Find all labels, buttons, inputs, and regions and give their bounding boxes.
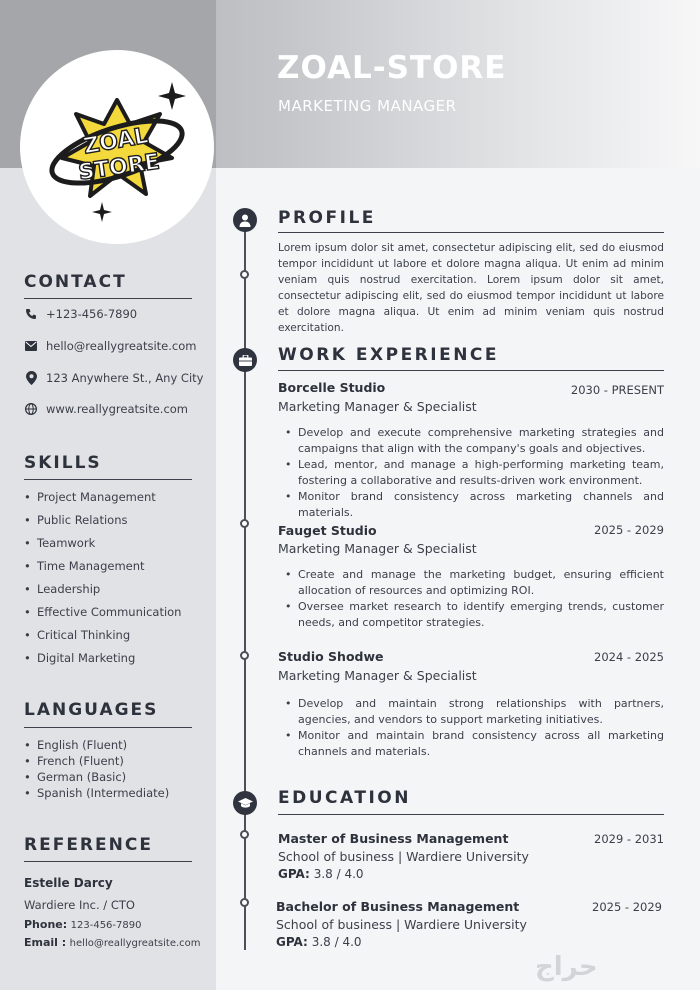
profile-rule [278, 232, 664, 233]
job-company: Fauget Studio [278, 523, 377, 538]
job-dates: 2030 - PRESENT [570, 383, 664, 397]
zoal-store-logo [32, 62, 202, 232]
timeline-line [244, 222, 246, 950]
contact-website[interactable]: www.reallygreatsite.com [46, 402, 189, 416]
timeline-dot [240, 270, 249, 279]
location-pin-icon [24, 371, 38, 385]
language-item: • French (Fluent) [24, 754, 169, 770]
job-bullets [298, 696, 664, 760]
reference-email[interactable]: hello@reallygreatsite.com [69, 938, 201, 949]
profile-text: Lorem ipsum dolor sit amet, consectetur adipiscing elit, sed do eiusmod tempor incididunt ut labore et dolore magna aliqua. Ut enim ad minim veniam quis nostrud exercitation. Lorem ipsum dolor sit amet, consectetur adipiscing elit, sed do eiusmod tempor incididunt ut labore et dolore magna aliqua. Ut enim ad minim veniam quis nostrud exercitation. [278, 242, 664, 334]
logo-circle [20, 50, 214, 244]
job-bullet: • Create and manage the marketing budget, ensuring efficient allocation of resources and optimizing ROI. [298, 567, 664, 599]
contact-phone-row [24, 307, 137, 321]
profile-person-icon [233, 208, 257, 232]
timeline-dot [240, 519, 249, 528]
reference-phone: 123-456-7890 [70, 920, 142, 931]
skill-item: • Critical Thinking [24, 628, 181, 651]
contact-phone: +123-456-7890 [46, 307, 138, 321]
graduation-cap-icon [233, 791, 257, 815]
skills-heading: SKILLS [24, 453, 102, 473]
contact-heading: CONTACT [24, 272, 127, 292]
reference-phone-label: Phone: [24, 918, 68, 931]
education-school: School of business | Wardiere University [278, 849, 529, 864]
contact-rule [24, 298, 192, 299]
job-bullet: • Develop and maintain strong relationships with partners, agencies, and vendors to support marketing initiatives. [298, 696, 664, 728]
education-degree: Master of Business Management [278, 831, 509, 846]
language-item: • English (Fluent) [24, 738, 169, 754]
job-title: Marketing Manager & Specialist [278, 399, 477, 414]
profile-heading: PROFILE [278, 208, 376, 228]
skill-item: • Time Management [24, 559, 181, 582]
job-company: Borcelle Studio [278, 380, 386, 395]
education-school: School of business | Wardiere University [276, 917, 527, 932]
job-dates: 2024 - 2025 [594, 650, 664, 664]
gpa-value: 3.8 / 4.0 [311, 935, 362, 949]
language-item: • Spanish (Intermediate) [24, 786, 169, 802]
job-dates: 2025 - 2029 [594, 523, 664, 537]
education-gpa-row [278, 867, 364, 881]
reference-email-label: Email : [24, 936, 67, 949]
logo-text-zoal: ZOAL [81, 123, 151, 160]
languages-rule [24, 727, 192, 728]
skills-rule [24, 479, 192, 480]
job-bullet: • Develop and execute comprehensive marketing strategies and campaigns that align with the company's goals and objectives. [298, 425, 664, 457]
skill-item: • Project Management [24, 490, 181, 513]
skill-item: • Public Relations [24, 513, 181, 536]
languages-heading: LANGUAGES [24, 700, 159, 720]
timeline-dot [240, 651, 249, 660]
job-bullet: • Monitor brand consistency across marketing channels and materials. [298, 489, 664, 521]
job-title: Marketing Manager & Specialist [278, 668, 477, 683]
contact-email[interactable]: hello@reallygreatsite.com [46, 339, 197, 353]
reference-org: Wardiere Inc. / CTO [24, 898, 135, 912]
job-title: Marketing Manager & Specialist [278, 541, 477, 556]
logo-text-store: STORE [76, 149, 162, 186]
job-company: Studio Shodwe [278, 649, 384, 664]
education-heading: EDUCATION [278, 788, 411, 808]
skills-list [24, 490, 181, 674]
skill-item: • Digital Marketing [24, 651, 181, 674]
job-bullets [298, 425, 664, 521]
education-rule [278, 814, 664, 815]
contact-address-row [24, 371, 203, 385]
briefcase-icon [233, 348, 257, 372]
job-bullet: • Lead, mentor, and manage a high-performing marketing team, fostering a collaborative and results-driven work environment. [298, 457, 664, 489]
reference-heading: REFERENCE [24, 835, 153, 855]
job-bullet: • Monitor and maintain brand consistency across all marketing channels and materials. [298, 728, 664, 760]
reference-phone-row [24, 918, 141, 931]
job-bullets [298, 567, 664, 631]
education-dates: 2025 - 2029 [592, 900, 662, 914]
work-rule [278, 370, 664, 371]
reference-name: Estelle Darcy [24, 876, 113, 890]
skill-item: • Leadership [24, 582, 181, 605]
gpa-label: GPA: [278, 867, 310, 881]
skill-item: • Effective Communication [24, 605, 181, 628]
timeline-dot [240, 830, 249, 839]
contact-email-row [24, 339, 196, 353]
timeline-dot [240, 898, 249, 907]
resume-name: ZOAL-STORE [277, 50, 507, 86]
education-degree: Bachelor of Business Management [276, 899, 520, 914]
education-dates: 2029 - 2031 [594, 832, 664, 846]
contact-website-row [24, 402, 188, 416]
reference-email-row [24, 936, 201, 949]
languages-list [24, 738, 169, 802]
gpa-label: GPA: [276, 935, 308, 949]
phone-icon [24, 307, 38, 321]
gpa-value: 3.8 / 4.0 [313, 867, 364, 881]
education-gpa-row [276, 935, 362, 949]
work-heading: WORK EXPERIENCE [278, 345, 500, 365]
watermark: حراج [535, 952, 598, 982]
resume-role: MARKETING MANAGER [278, 97, 457, 115]
mail-icon [24, 339, 38, 353]
job-bullet: • Oversee market research to identify emerging trends, customer needs, and competitor strategies. [298, 599, 664, 631]
reference-rule [24, 861, 192, 862]
contact-address: 123 Anywhere St., Any City [46, 371, 204, 385]
skill-item: • Teamwork [24, 536, 181, 559]
globe-icon [24, 402, 38, 416]
language-item: • German (Basic) [24, 770, 169, 786]
